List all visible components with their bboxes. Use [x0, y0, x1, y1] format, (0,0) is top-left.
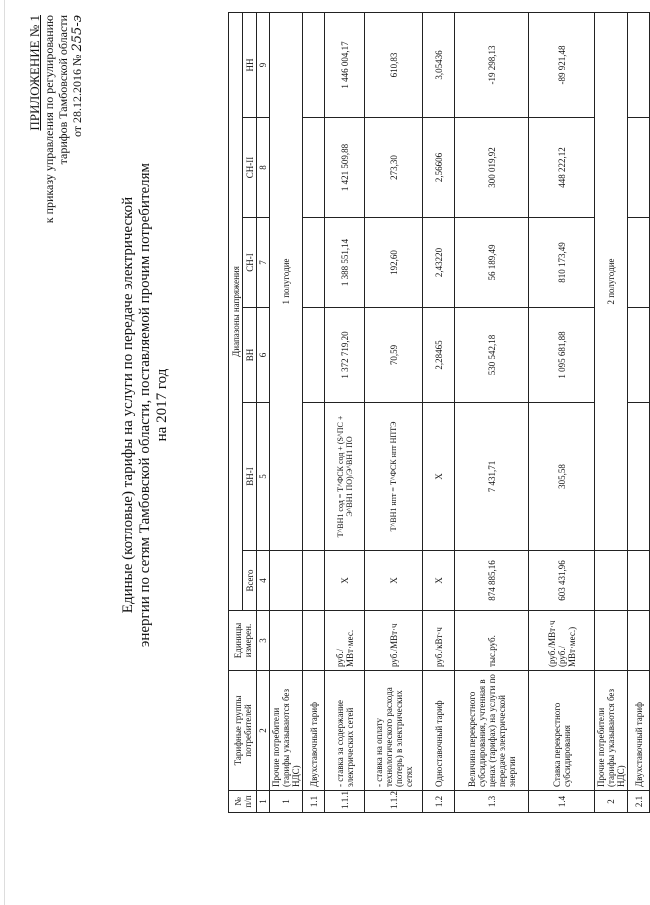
head-vn1: ВН-I — [243, 403, 257, 551]
cell-vn1-formula: Т^ВН1 сод = Т^ФСК сод + (S^ПС + Э^ВН1 ПО)/Э^ВН1 ПО — [325, 403, 365, 551]
table-row — [529, 13, 595, 813]
half-year-1-label: 1 полугодие — [270, 13, 303, 551]
cell-sn2: 1 421 509,88 — [325, 118, 365, 218]
title-line-3: на 2017 год — [154, 368, 170, 442]
order-number-handwritten: 255-э — [70, 15, 85, 52]
cell-vn1 — [628, 403, 650, 551]
row-total — [595, 551, 628, 611]
cell-nn: -89 921,48 — [529, 13, 595, 118]
table-row — [628, 13, 650, 813]
table-row — [455, 13, 529, 813]
cell-sn2 — [303, 118, 325, 218]
cell-sn2 — [628, 118, 650, 218]
row-name: Ставка перекрестного субсидирования — [529, 671, 595, 791]
colnum: 5 — [257, 403, 270, 551]
row-name: Двухставочный тариф — [303, 671, 325, 791]
cell-nn: 3,05436 — [423, 13, 455, 118]
colnum: 7 — [257, 218, 270, 308]
head-sn1: СН-I — [243, 218, 257, 308]
cell-vn1: 7 431,71 — [455, 403, 529, 551]
scan-edge-line — [4, 0, 5, 905]
row-unit — [303, 611, 325, 671]
row-unit: руб./МВт·ч — [365, 611, 423, 671]
row-unit — [595, 611, 628, 671]
head-vn: ВН — [243, 308, 257, 403]
row-unit — [270, 611, 303, 671]
cell-vn — [303, 308, 325, 403]
row-name: - ставка за содержание электрических сетей — [325, 671, 365, 791]
head-nn: НН — [243, 13, 257, 118]
colnum: 6 — [257, 308, 270, 403]
tariff-table — [228, 12, 650, 813]
row-total: 874 885,16 — [455, 551, 529, 611]
cell-nn: 1 446 004,17 — [325, 13, 365, 118]
cell-vn: 1 095 681,88 — [529, 308, 595, 403]
row-name: - ставка на оплату технологического расхода (потерь) в электрических сетях — [365, 671, 423, 791]
cell-nn: 610,83 — [365, 13, 423, 118]
row-num: 2 — [595, 791, 628, 813]
cell-sn1: 2,43220 — [423, 218, 455, 308]
row-unit: руб./МВт·мес. — [325, 611, 365, 671]
row-total: X — [365, 551, 423, 611]
cell-sn2: 2,56606 — [423, 118, 455, 218]
cell-vn1: X — [423, 403, 455, 551]
row-name: Одноставочный тариф — [423, 671, 455, 791]
head-num: № п/п — [229, 791, 257, 813]
appendix-header — [28, 15, 85, 305]
appendix-line-4 — [70, 15, 85, 305]
head-group: Тарифные группы потребителей — [229, 671, 257, 791]
row-name: Двухставочный тариф — [628, 671, 650, 791]
cell-sn1 — [303, 218, 325, 308]
cell-sn2: 300 019,92 — [455, 118, 529, 218]
cell-nn — [303, 13, 325, 118]
colnum: 2 — [257, 671, 270, 791]
cell-vn1-formula: Т^ВН1 нпт = Т^ФСК нпт НПТЭ — [365, 403, 423, 551]
title-line-2: энергии по сетям Тамбовской области, поставляемой прочим потребителям — [137, 162, 153, 648]
cell-vn: 70,59 — [365, 308, 423, 403]
column-number-row — [257, 13, 270, 813]
row-unit: руб./кВт·ч — [423, 611, 455, 671]
row-name: Величина перекрестного субсидирования, учтенная в ценах (тарифах) на услуги по передаче электрической энергии — [455, 671, 529, 791]
cell-nn — [628, 13, 650, 118]
cell-vn1 — [303, 403, 325, 551]
row-unit: (руб./МВт·ч (руб./МВт·мес.) — [529, 611, 595, 671]
row-num: 2.1 — [628, 791, 650, 813]
row-total — [303, 551, 325, 611]
row-num: 1 — [270, 791, 303, 813]
cell-sn1: 1 388 551,14 — [325, 218, 365, 308]
cell-vn: 1 372 719,20 — [325, 308, 365, 403]
document-title — [120, 105, 171, 705]
order-date: от 28.12.2016 № — [70, 54, 84, 138]
head-unit: Единицы измерен. — [229, 611, 257, 671]
cell-sn1: 810 173,49 — [529, 218, 595, 308]
cell-vn — [628, 308, 650, 403]
row-name: Прочие потребители (тарифы указываются без НДС) — [595, 671, 628, 791]
row-num: 1.1 — [303, 791, 325, 813]
cell-sn2: 448 222,12 — [529, 118, 595, 218]
table-row — [595, 13, 628, 813]
row-total: 603 431,96 — [529, 551, 595, 611]
row-num: 1.3 — [455, 791, 529, 813]
appendix-label: ПРИЛОЖЕНИЕ № 1 — [27, 15, 42, 131]
row-unit — [628, 611, 650, 671]
head-sn2: СН-II — [243, 118, 257, 218]
cell-sn1: 56 189,49 — [455, 218, 529, 308]
cell-nn: -19 298,13 — [455, 13, 529, 118]
appendix-line-3: тарифов Тамбовской области — [56, 15, 70, 165]
row-unit: тыс.руб. — [455, 611, 529, 671]
row-total — [628, 551, 650, 611]
colnum: 3 — [257, 611, 270, 671]
cell-sn2: 273,30 — [365, 118, 423, 218]
colnum: 4 — [257, 551, 270, 611]
cell-vn1: 305,58 — [529, 403, 595, 551]
row-num: 1.4 — [529, 791, 595, 813]
table-row — [423, 13, 455, 813]
row-num: 1.1.2 — [365, 791, 423, 813]
table-row — [270, 13, 303, 813]
cell-vn: 530 542,18 — [455, 308, 529, 403]
row-total: X — [423, 551, 455, 611]
head-voltage-ranges: Диапазоны напряжения — [229, 13, 243, 611]
head-total: Всего — [243, 551, 257, 611]
colnum: 8 — [257, 118, 270, 218]
cell-vn: 2,28465 — [423, 308, 455, 403]
row-total: X — [325, 551, 365, 611]
table-row — [303, 13, 325, 813]
title-line-1: Единые (котловые) тарифы на услуги по передаче электрической — [120, 196, 136, 614]
cell-sn1: 192,60 — [365, 218, 423, 308]
colnum: 1 — [257, 791, 270, 813]
table-row — [325, 13, 365, 813]
row-num: 1.2 — [423, 791, 455, 813]
row-name: Прочие потребители (тарифы указываются без НДС) — [270, 671, 303, 791]
table-row — [365, 13, 423, 813]
appendix-line-2: к приказу управления по регулированию — [42, 15, 56, 224]
table-head-row-1 — [229, 13, 243, 813]
row-num: 1.1.1 — [325, 791, 365, 813]
half-year-2-label: 2 полугодие — [595, 13, 628, 551]
cell-sn1 — [628, 218, 650, 308]
colnum: 9 — [257, 13, 270, 118]
row-total — [270, 551, 303, 611]
